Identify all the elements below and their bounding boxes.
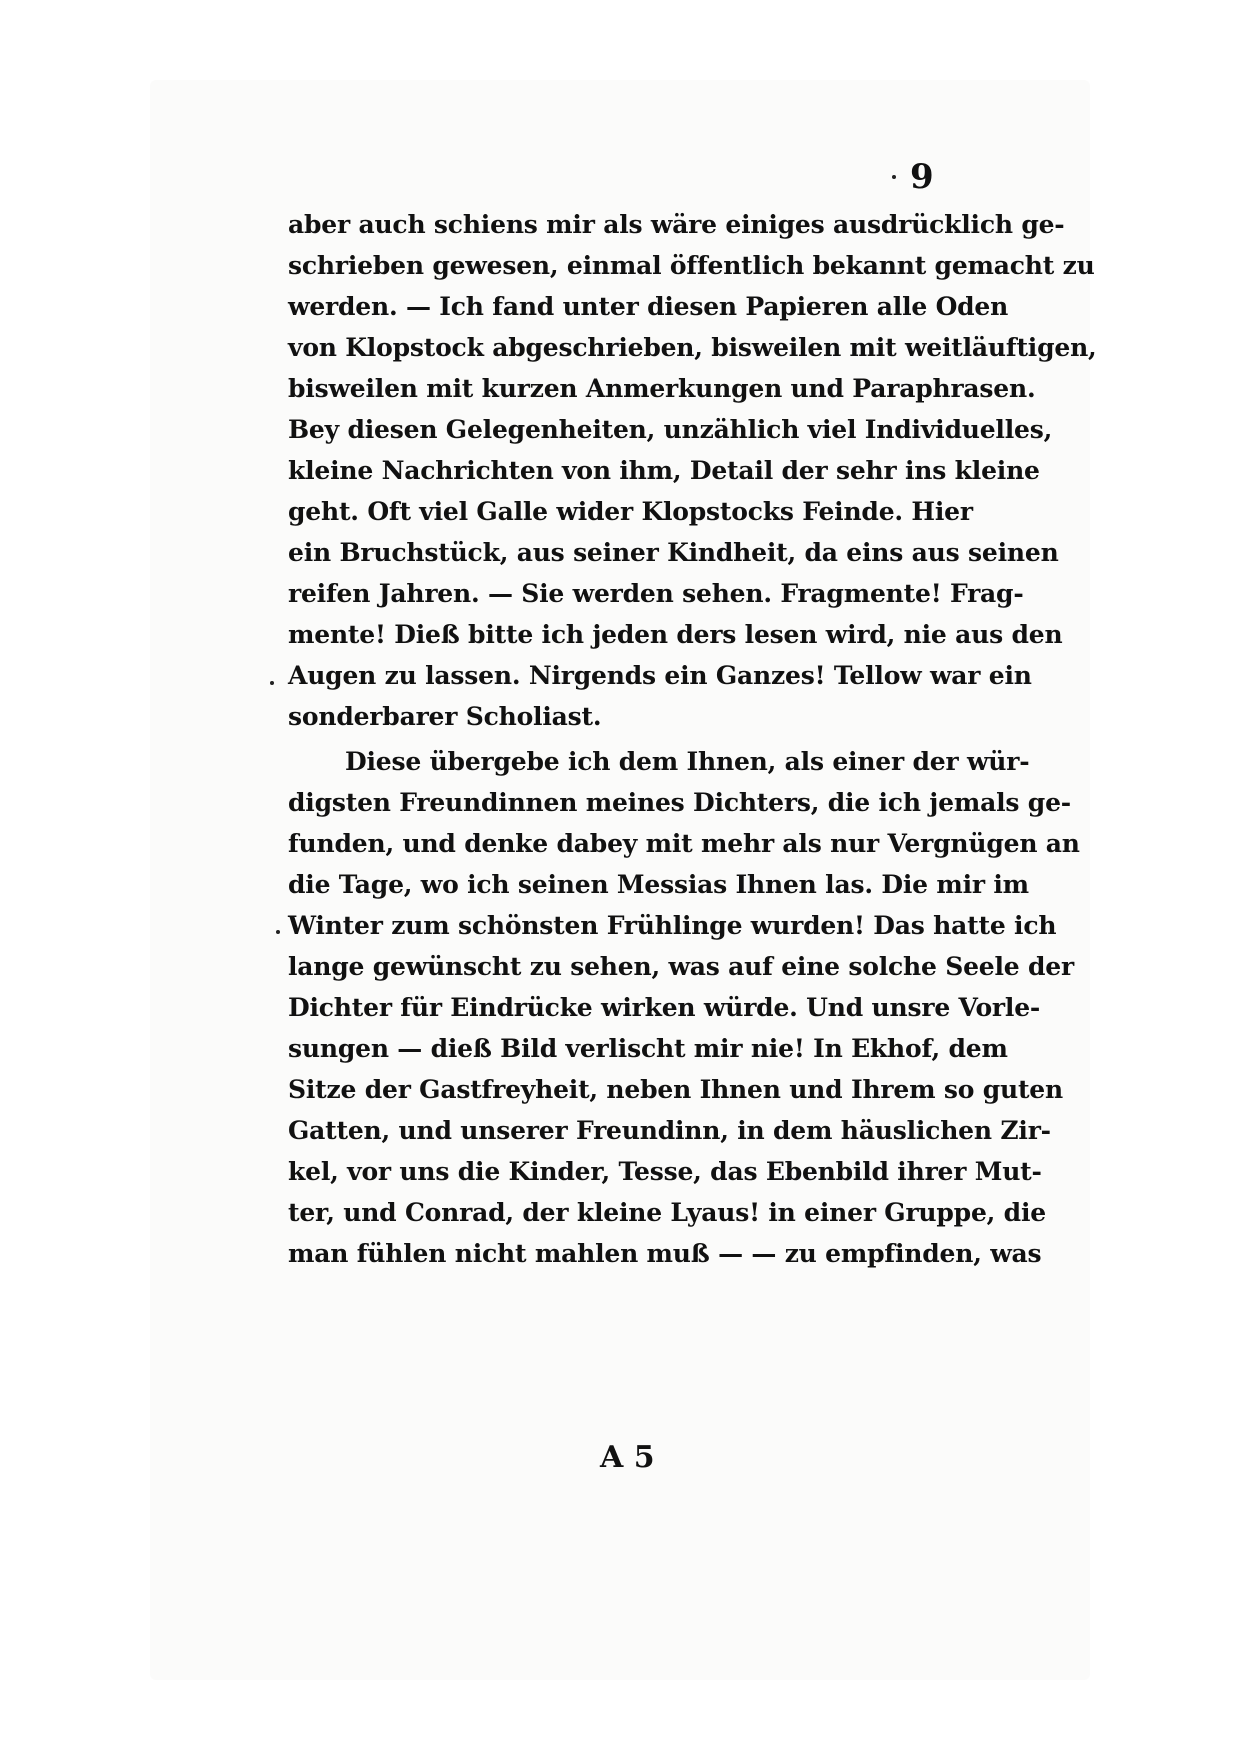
- text-line: ein Bruchstück, aus seiner Kindheit, da eins aus seinen: [288, 538, 1059, 567]
- text-line: bisweilen mit kurzen Anmerkungen und Paraphrasen.: [288, 374, 1036, 403]
- text-line: schrieben gewesen, einmal öffentlich bekannt gemacht zu: [288, 251, 1095, 280]
- signature-mark: A 5: [600, 1440, 655, 1475]
- text-line: funden, und denke dabey mit mehr als nur Vergnügen an: [288, 829, 1080, 858]
- print-speck: [276, 930, 280, 934]
- print-speck: [892, 175, 896, 179]
- text-line: Gatten, und unserer Freundinn, in dem häuslichen Zir-: [288, 1116, 1051, 1145]
- text-line: die Tage, wo ich seinen Messias Ihnen las. Die mir im: [288, 870, 1029, 899]
- text-line: mente! Dieß bitte ich jeden ders lesen wird, nie aus den: [288, 620, 1063, 649]
- text-line: reifen Jahren. — Sie werden sehen. Fragmente! Frag-: [288, 579, 1024, 608]
- print-speck: [270, 681, 274, 685]
- text-line: Dichter für Eindrücke wirken würde. Und unsre Vorle-: [288, 993, 1041, 1022]
- text-line: Winter zum schönsten Frühlinge wurden! Das hatte ich: [288, 911, 1057, 940]
- text-line: sonderbarer Scholiast.: [288, 702, 602, 731]
- text-line: Augen zu lassen. Nirgends ein Ganzes! Tellow war ein: [288, 661, 1032, 690]
- page-number: 9: [910, 157, 934, 197]
- text-line: kleine Nachrichten von ihm, Detail der sehr ins kleine: [288, 456, 1040, 485]
- text-line: Diese übergebe ich dem Ihnen, als einer der wür-: [345, 747, 1030, 776]
- text-line: aber auch schiens mir als wäre einiges ausdrücklich ge-: [288, 210, 1065, 239]
- text-line: digsten Freundinnen meines Dichters, die ich jemals ge-: [288, 788, 1071, 817]
- text-line: kel, vor uns die Kinder, Tesse, das Ebenbild ihrer Mut-: [288, 1157, 1042, 1186]
- text-line: von Klopstock abgeschrieben, bisweilen mit weitläuftigen,: [288, 333, 1097, 362]
- text-line: Bey diesen Gelegenheiten, unzählich viel Individuelles,: [288, 415, 1053, 444]
- text-line: man fühlen nicht mahlen muß — — zu empfinden, was: [288, 1239, 1042, 1268]
- text-line: ter, und Conrad, der kleine Lyaus! in einer Gruppe, die: [288, 1198, 1046, 1227]
- text-line: geht. Oft viel Galle wider Klopstocks Feinde. Hier: [288, 497, 973, 526]
- text-line: sungen — dieß Bild verlischt mir nie! In Ekhof, dem: [288, 1034, 1008, 1063]
- text-line: lange gewünscht zu sehen, was auf eine solche Seele der: [288, 952, 1074, 981]
- text-line: Sitze der Gastfreyheit, neben Ihnen und Ihrem so guten: [288, 1075, 1063, 1104]
- text-line: werden. — Ich fand unter diesen Papieren alle Oden: [288, 292, 1009, 321]
